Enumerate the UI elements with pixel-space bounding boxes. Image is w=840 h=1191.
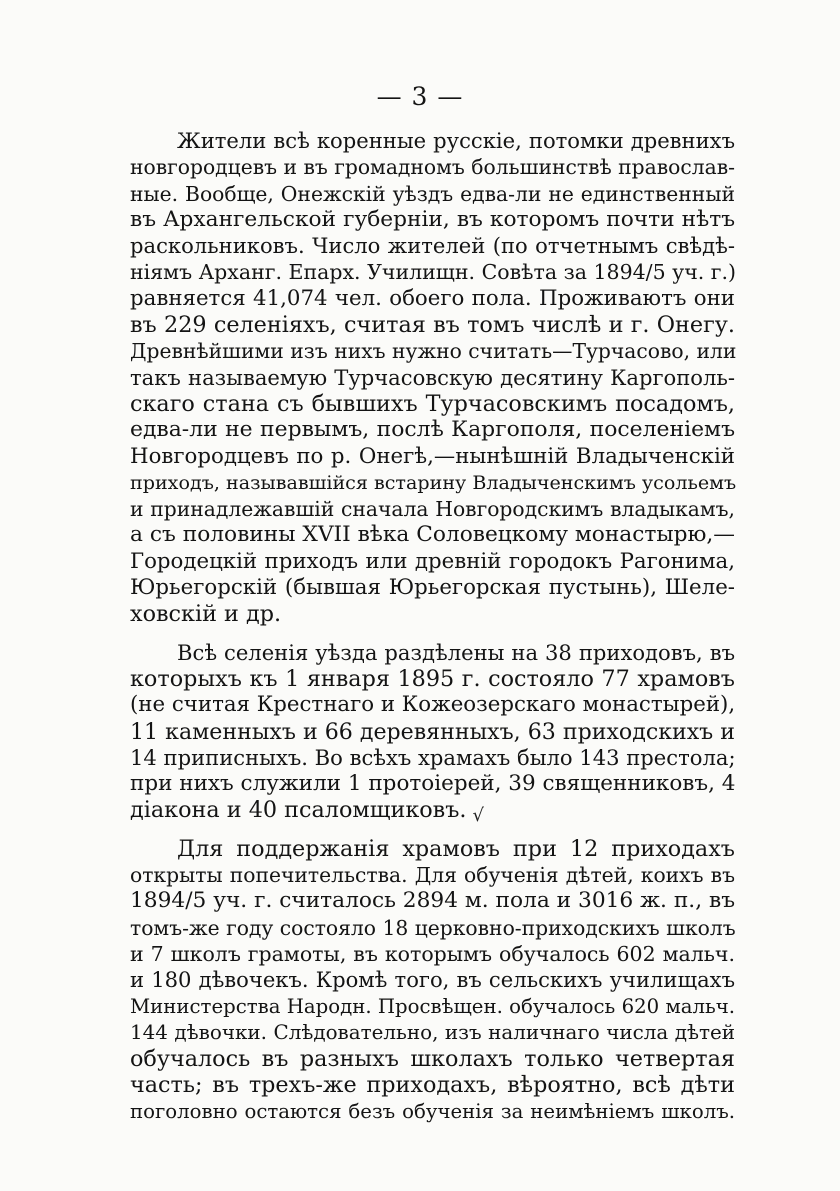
text-line: Министерства Народн. Просвѣщен. обучалось 620 мальч. (130, 994, 735, 1018)
text-line: и 7 школъ грамоты, въ которымъ обучалось 602 мальч. (130, 941, 735, 966)
text-line: новгородцевъ и въ громадномъ большинствѣ православ- (130, 155, 735, 180)
text-line: едва-ли не первымъ, послѣ Каргополя, поселеніемъ (130, 417, 735, 443)
text-line: обучалось въ разныхъ школахъ только четвертая (130, 1046, 735, 1073)
text-line: 1894/5 уч. г. считалось 2894 м. пола и 3016 ж. п., въ (130, 888, 735, 914)
text-line: приходъ, называвшійся встарину Владыченскимъ усольемъ (130, 470, 737, 494)
text-line: 11 каменныхъ и 66 деревянныхъ, 63 приходскихъ и (130, 718, 735, 745)
text-line: діакона и 40 псаломщиковъ. (130, 797, 467, 824)
text-line: а съ половины XVII вѣка Соловецкому монастырю,— (130, 522, 735, 548)
text-line: открыты попечительства. Для обученія дѣтей, коихъ въ (130, 863, 735, 888)
paragraph-2 (130, 639, 736, 827)
check-mark-icon: √ (472, 805, 484, 827)
text-line: и 180 дѣвочекъ. Кромѣ того, въ сельскихъ училищахъ (130, 967, 735, 993)
text-line: Городецкій приходъ или древній городокъ Рагонима, (130, 548, 735, 574)
text-line: (не считая Крестнаго и Кожеозерскаго монастырей), (130, 692, 736, 718)
text-line: въ 229 селеніяхъ, считая въ томъ числѣ и г. Онегу. (130, 312, 735, 339)
text-line: раскольниковъ. Число жителей (по отчетнымъ свѣдѣ- (130, 233, 735, 259)
text-line: ховскій и др. (130, 601, 282, 628)
paragraph-1 (130, 128, 735, 628)
text-line: при нихъ служили 1 протоіерей, 39 священниковъ, 4 (130, 771, 736, 797)
text-line: ніямъ Арханг. Епарх. Училищн. Совѣта за 1894/5 уч. г.) (130, 260, 737, 285)
text-line: поголовно остаются безъ обученія за неимѣніемъ школъ. (130, 1099, 735, 1123)
text-line: въ Архангельской губерніи, въ которомъ почти нѣтъ (130, 206, 735, 232)
text-line: такъ называемую Турчасовскую десятину Каргополь- (130, 364, 735, 390)
text-line: 14 приписныхъ. Во всѣхъ храмахъ было 143 престола; (130, 744, 736, 770)
text-line-with-mark (130, 797, 735, 827)
text-line: Юрьегорскій (бывшая Юрьегорская пустынь), Шеле- (130, 575, 735, 601)
text-line: 144 дѣвочки. Слѣдовательно, изъ наличнаго числа дѣтей (130, 1020, 735, 1044)
text-line: ные. Вообще, Онежскій уѣздъ едва-ли не единственный (130, 181, 735, 206)
body-text (130, 128, 735, 1125)
text-line: Новгородцевъ по р. Онегѣ,—нынѣшній Владыченскій (130, 443, 735, 469)
text-line: которыхъ къ 1 января 1895 г. состояло 77 храмовъ (130, 665, 735, 692)
text-line: Древнѣйшими изъ нихъ нужно считать—Турчасово, или (130, 339, 737, 364)
text-line: скаго стана съ бывшихъ Турчасовскимъ посадомъ, (130, 390, 735, 417)
text-line: Всѣ селенія уѣзда раздѣлены на 38 приходовъ, въ (177, 639, 735, 665)
text-line: и принадлежавшій сначала Новгородскимъ владыкамъ, (130, 497, 735, 522)
page-number: — 3 — (376, 82, 464, 111)
text-line: равняется 41,074 чел. обоего пола. Проживаютъ они (130, 285, 735, 311)
text-line: часть; въ трехъ-же приходахъ, вѣроятно, всѣ дѣти (130, 1072, 735, 1099)
text-line: Для поддержанія храмовъ при 12 приходахъ (177, 835, 735, 862)
text-line: Жители всѣ коренные русскіе, потомки древнихъ (177, 128, 735, 153)
paragraph-3 (130, 836, 735, 1125)
text-line: томъ-же году состояло 18 церковно-приходскихъ школъ (130, 915, 736, 940)
